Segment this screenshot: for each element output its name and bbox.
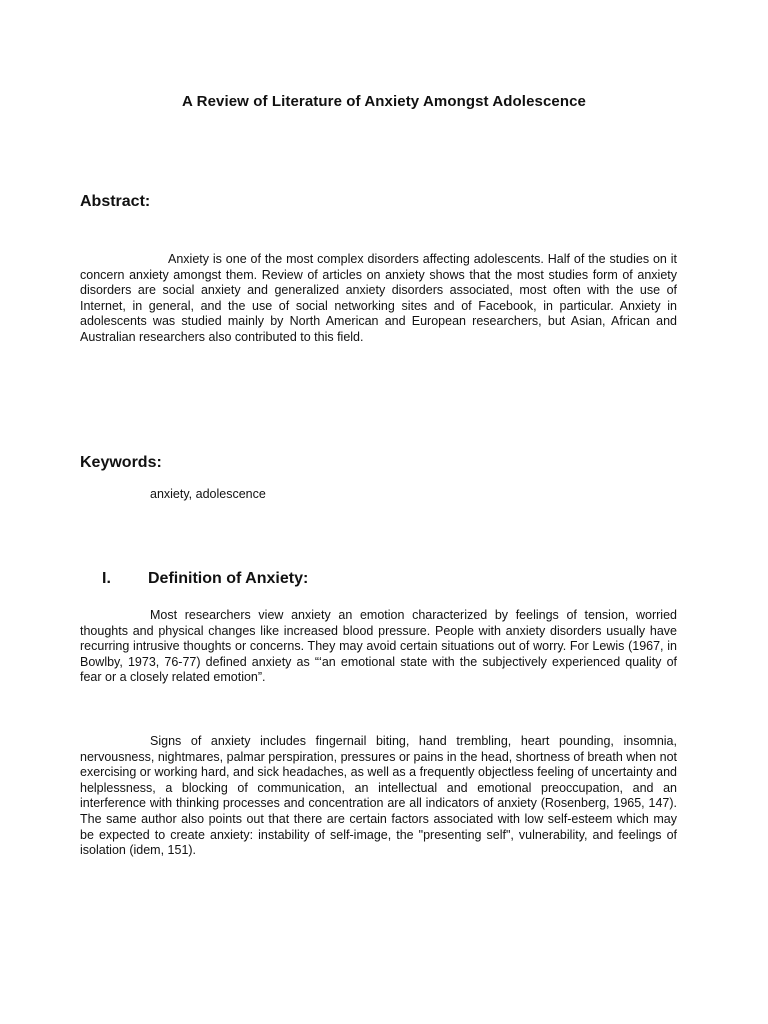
abstract-text: Anxiety is one of the most complex disorders affecting adolescents. Half of the studies on it concern anxiety amongst them. Review of articles on anxiety shows that the most studies form of anxiety disorders are social anxiety and generalized anxiety disorders associated, most often with the use of Internet, in general, and the use of social networking sites and of Facebook, in particular. Anxiety in adolescents was studied mainly by North American and European researchers, but Asian, African and Australian researchers also contributed to this field.: [80, 252, 677, 344]
section-paragraph: Signs of anxiety includes fingernail biting, hand trembling, heart pounding, insomnia, nervousness, nightmares, palmar perspiration, pressures or pains in the head, shortness of breath when not exercising or working hard, and sick headaches, as well as a frequently objectless feeling of uncertainty and helplessness, a blocking of communication, an intellectual and emotional preoccupation, and an interference with thinking processes and concentration are all indicators of anxiety (Rosenberg, 1965, 147). The same author also points out that there are certain factors associated with low self-esteem which may be expected to create anxiety: instability of self-image, the "presenting self", vulnerability, and feelings of isolation (idem, 151).: [80, 734, 677, 858]
section-title: Definition of Anxiety:: [148, 570, 309, 587]
keywords-heading: Keywords:: [80, 454, 162, 471]
section-number: I.: [102, 570, 111, 587]
keywords-text: anxiety, adolescence: [150, 487, 266, 501]
document-title: A Review of Literature of Anxiety Amongst Adolescence: [182, 93, 586, 110]
section-paragraph: Most researchers view anxiety an emotion characterized by feelings of tension, worried thoughts and physical changes like increased blood pressure. People with anxiety disorders usually have recurring intrusive thoughts or concerns. They may avoid certain situations out of worry. For Lewis (1967, in Bowlby, 1973, 76-77) defined anxiety as “‘an emotional state with the subjectively experienced quality of fear or a closely related emotion”.: [80, 608, 677, 685]
section-heading: [102, 570, 308, 588]
abstract-heading: Abstract:: [80, 193, 151, 210]
